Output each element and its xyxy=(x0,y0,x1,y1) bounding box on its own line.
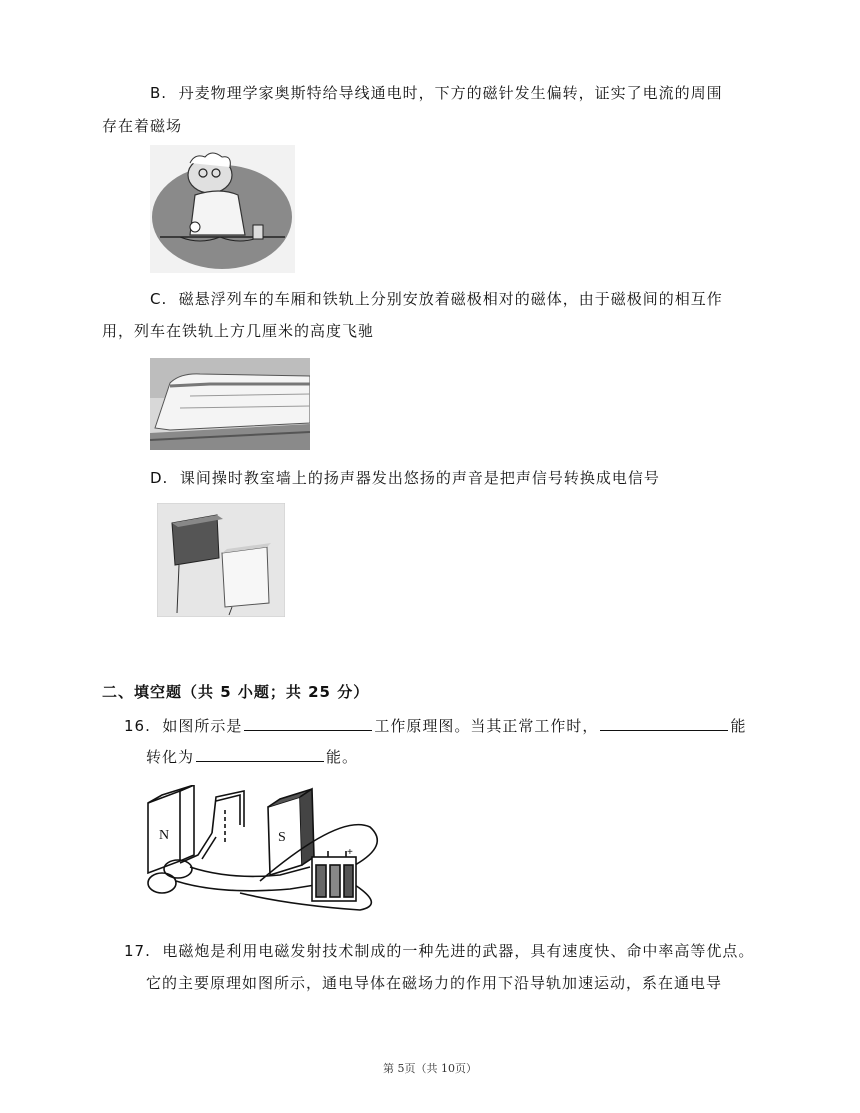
q16-number: 16. xyxy=(124,717,151,735)
q16-blank-3[interactable] xyxy=(196,747,324,762)
option-d-text: 课间操时教室墙上的扬声器发出悠扬的声音是把声信号转换成电信号 xyxy=(179,469,660,487)
loudspeaker-image xyxy=(157,503,285,617)
q16-text-4: 转化为 xyxy=(146,748,195,766)
q16-blank-1[interactable] xyxy=(244,716,372,731)
magnet-s-label: S xyxy=(278,830,286,845)
q16-blank-2[interactable] xyxy=(600,716,728,731)
option-b-line1 xyxy=(150,82,723,103)
q16-line2 xyxy=(146,746,358,767)
q17-line1 xyxy=(124,940,754,961)
q17-text-1: 电磁炮是利用电磁发射技术制成的一种先进的武器，具有速度快、命中率高等优点。 xyxy=(162,942,755,960)
oersted-experiment-image xyxy=(150,145,295,273)
option-d-line1 xyxy=(150,467,660,488)
page-footer: 第 5页（共 10页） xyxy=(383,1062,477,1075)
section-title: 二、填空题（共 5 小题；共 25 分） xyxy=(102,683,370,701)
maglev-train-image xyxy=(150,358,310,450)
q17-number: 17. xyxy=(124,942,151,960)
option-b-text: 丹麦物理学家奥斯特给导线通电时，下方的磁针发生偏转，证实了电流的周围 xyxy=(178,84,723,102)
motor-diagram xyxy=(140,785,395,915)
q16-text-2: 工作原理图。当其正常工作时， xyxy=(374,717,599,735)
option-c-line1 xyxy=(150,288,723,309)
option-b-line2: 存在着磁场 xyxy=(102,117,183,135)
magnet-n-label: N xyxy=(159,828,170,843)
option-c-line2: 用，列车在铁轨上方几厘米的高度飞驰 xyxy=(102,322,375,340)
option-d-label: D. xyxy=(150,469,169,487)
q16-text-5: 能。 xyxy=(326,748,359,766)
q17-line2: 它的主要原理如图所示，通电导体在磁场力的作用下沿导轨加速运动，系在通电导 xyxy=(146,974,723,992)
option-c-label: C. xyxy=(150,290,168,308)
q16-text-3: 能 xyxy=(730,717,747,735)
q16-line1 xyxy=(124,715,746,736)
q16-text-1: 如图所示是 xyxy=(162,717,243,735)
option-c-text: 磁悬浮列车的车厢和铁轨上分别安放着磁极相对的磁体，由于磁极间的相互作 xyxy=(178,290,723,308)
option-b-label: B. xyxy=(150,84,168,102)
svg-text:+: + xyxy=(347,847,353,858)
